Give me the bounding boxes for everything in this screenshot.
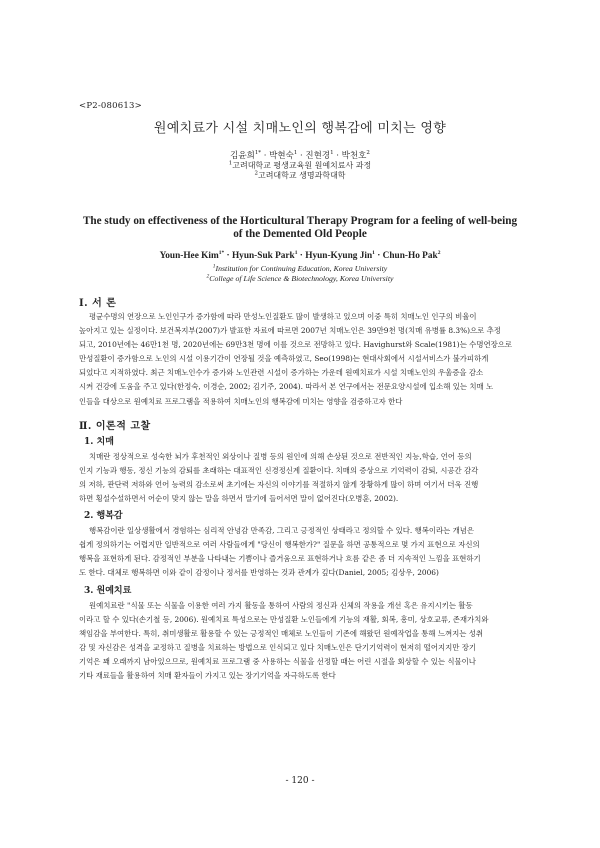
author-affiliation-mark: 1 [330,150,334,157]
author-separator: · [374,251,383,261]
author-name: Hyun-Kyung Jin [305,251,373,261]
text-line: 되고, 2010년에는 46만1천 명, 2020년에는 69만3천 명에 이를 것으로 전망하고 있다. Havighurst와 Scale(1981)는 수명연장으로 [79,340,513,350]
text-line: 감 및 자신감은 성격을 교정하고 질병을 치료하는 방법으로 인식되고 있다 치매노인은 단기기억력이 현저히 떨어지지만 장기 [79,643,477,653]
text-line: 인지 기능과 행동, 정신 기능의 감퇴를 초래하는 대표적인 신경정신계 질환이다. 치매의 증상으로 기억력이 감퇴, 시공간 감각 [79,466,479,476]
subheading-dementia: 1. 치매 [84,437,114,447]
text-line: 평균수명의 연장으로 노인인구가 증가함에 따라 만성노인질환도 많이 발생하고 있으며 이중 특히 치매노인 인구의 비율이 [89,312,477,321]
dementia-paragraph [79,450,521,506]
korean-title: 원예치료가 시설 치매노인의 행복감에 미치는 영향 [153,121,447,136]
page-number: - 120 - [285,776,315,786]
author-name: 진현경 [305,151,331,161]
text-line: 기타 재료들을 활용하여 치매 환자들이 가지고 있는 장기기억을 자극하도록 한다 [79,671,336,681]
text-line: 만성질환이 증가함으로 노인의 시설 이용기간이 연장될 것을 예측하였고, Seo(1998)는 현대사회에서 시설서비스가 불가피하게 [79,354,489,364]
author-separator: · [333,151,342,161]
korean-affiliation-2: $^2$고려대학교 생명과학대학 [254,170,346,180]
section-heading-theory: Ⅱ. 이론적 고찰 [79,421,151,432]
english-authors [0,251,600,261]
text-line: 치매란 정상적으로 성숙한 뇌가 후천적인 외상이나 질병 등의 원인에 의해 손상된 것으로 전반적인 지능,학습, 언어 등의 [89,452,472,461]
subheading-horticultural-therapy: 3. 원예치료 [84,586,132,596]
text-line: 되었다고 지적하였다. 최근 치매노인수가 증가와 노인관련 시설이 증가하는 가운데 원예치료가 시설 치매노인의 우울증을 감소 [79,368,484,378]
happiness-paragraph [79,524,521,580]
text-line: 시켜 건강에 도움을 주고 있다(한정숙, 이경순, 2002; 김기주, 2004). 따라서 본 연구에서는 전문요양시설에 입소해 있는 치매 노 [79,382,494,392]
author-name: 박천호 [341,151,367,161]
author-name: 박현숙 [269,151,294,161]
author-name: Youn-Hee Kim [159,251,219,261]
text-line: 인들을 대상으로 원예치료 프로그램을 적용하여 치매노인의 행복감에 미치는 영향을 검증하고자 한다 [79,396,403,406]
english-title: The study on effectiveness of the Horticultural Therapy Program for a feeling of well-being of the Demented Old People [82,215,518,240]
text-line: 높아지고 있는 실정이다. 보건복지부(2007)가 발표한 자료에 따르면 2007년 치매노인은 39만9천 명(치매 유병률 8.3%)으로 추정 [79,326,501,336]
author-name: 김윤희 [230,151,255,161]
author-separator: · [297,251,306,261]
subheading-happiness: 2. 행복감 [84,511,123,521]
text-line: 쉽게 정의하기는 어렵지만 일반적으로 여러 사람들에게 "당신이 행복한가?" 질문을 하면 공통적으로 몇 가지 표현으로 자신의 [79,540,480,550]
author-separator: · [261,151,270,161]
author-affiliation-mark: 1 [294,249,298,256]
text-line: 행복감이란 일상생활에서 경험하는 심리적 안녕감 만족감, 그리고 긍정적인 상태라고 정의할 수 있다. 행복이라는 개념은 [89,526,475,535]
author-affiliation-mark: 1 [372,249,375,256]
author-affiliation-mark: 2 [437,249,441,256]
text-line: 기억은 꽤 오래까지 남아있으므로, 원예치료 프로그램 중 사용하는 식물을 선정할 때는 어린 시절을 회상할 수 있는 식물이나 [79,657,476,667]
text-line: 도 한다. 대체로 행복하면 이와 같이 감정이나 정서를 반영하는 것과 관계가 깊다(Daniel, 2005; 김상우, 2006) [79,568,439,578]
korean-affiliation-1: $^1$고려대학교 평생교육원 원예치료사 과정 [228,160,372,170]
horticultural-therapy-paragraph [79,599,521,684]
english-affiliation-1: $^1$Institution for Continuing Education, Korea University [212,263,388,273]
text-line: 원예치료란 "식물 또는 식물을 이용한 여러 가지 활동을 통하여 사람의 정신과 신체의 작용을 개선 혹은 유지시키는 활동 [89,601,473,610]
author-separator: · [224,251,232,261]
author-separator: · [297,151,306,161]
text-line: 책임감을 부여한다. 특히, 취미생활로 활용할 수 있는 긍정적인 매체로 노인들이 기존에 해왔던 원예작업을 통해 느껴지는 성취 [79,629,484,639]
english-affiliation-2: $^2$College of Life Science & Biotechnology, Korea University [206,273,394,283]
author-affiliation-mark: 1* [218,249,225,256]
korean-authors [0,149,600,161]
author-affiliation-mark: 2 [366,150,370,157]
author-name: Chun-Ho Pak [382,251,438,261]
author-name: Hyun-Suk Park [231,251,295,261]
author-affiliation-mark: 1* [254,150,262,157]
text-line: 이라고 할 수 있다(손기철 등, 2006). 원예치료 특성으로는 만성질환 노인들에게 기능의 재활, 회복, 흥미, 상호교류, 존재가치와 [79,615,489,625]
introduction-paragraph [79,310,521,409]
text-line: 하면 횡설수설하면서 어순이 맞지 않는 말을 하면서 말기에 들어서면 말이 없어진다(오병훈, 2002). [79,494,399,504]
text-line: 의 저하, 판단력 저하와 언어 능력의 감소로써 초기에는 자신의 이야기를 적절하지 않게 장황하게 많이 하며 여기서 더욱 진행 [79,480,479,490]
section-heading-introduction: Ⅰ. 서 론 [79,298,117,309]
author-affiliation-mark: 1 [293,150,298,157]
paper-code: <P2-080613> [79,101,142,111]
text-line: 행복을 표현하게 된다. 감정적인 부분을 나타내는 기쁨이나 즐거움으로 표현하거나 흐름 같은 좀 더 지속적인 느낌을 표현하기 [79,554,481,564]
